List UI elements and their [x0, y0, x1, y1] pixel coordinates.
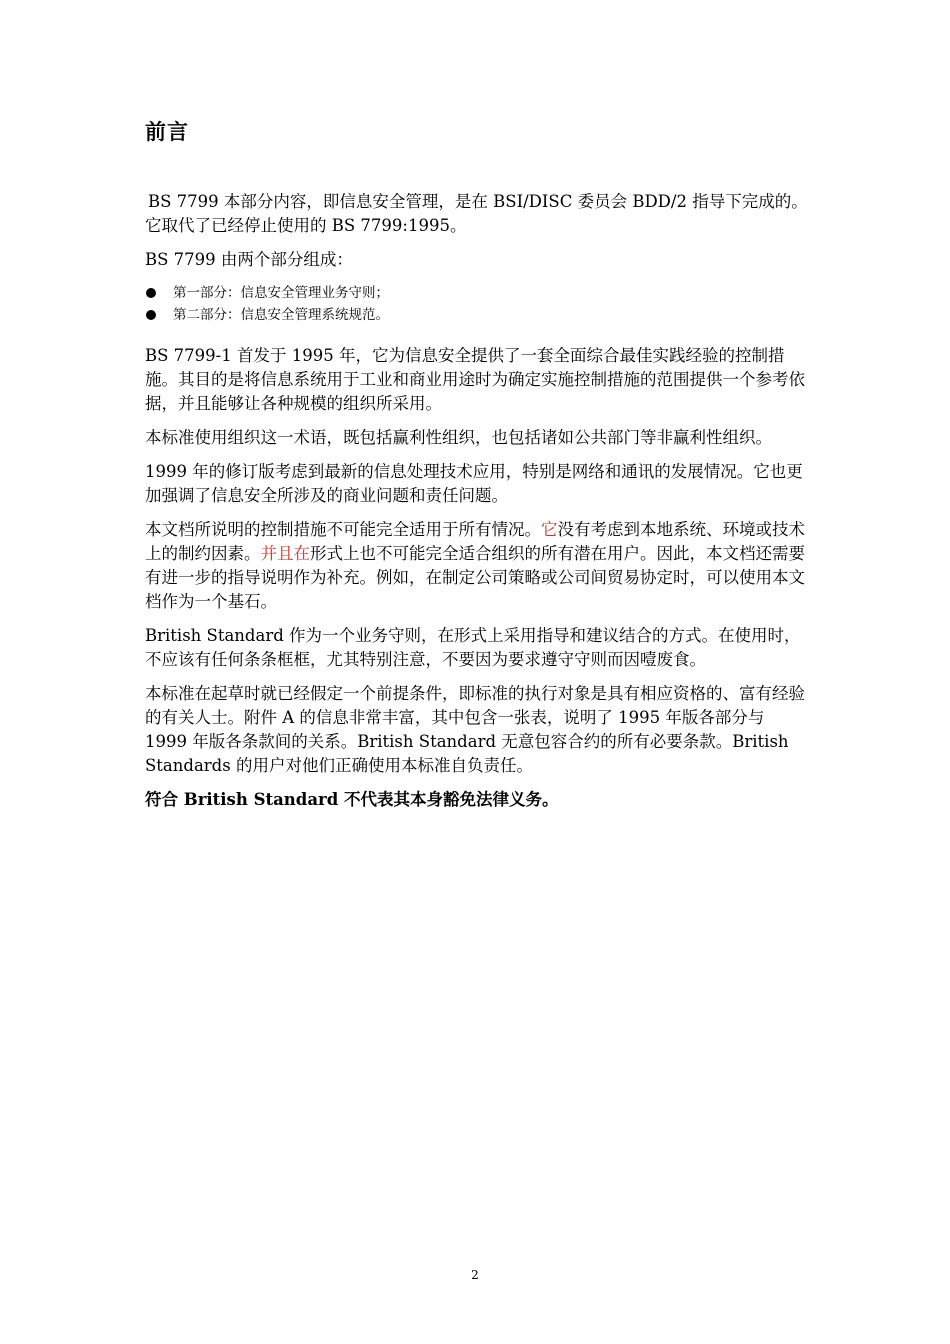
- bullet-icon: [146, 310, 156, 320]
- paragraph-code-of-practice: British Standard 作为一个业务守则，在形式上采用指导和建议结合的方式。在使用时，不应该有任何条条框框，尤其特别注意，不要因为要求遵守守则而因噎废食。: [145, 626, 801, 669]
- paragraph-assumptions: 本标准在起草时就已经假定一个前提条件，即标准的执行对象是具有相应资格的、富有经验的有关人士。附件 A 的信息非常丰富，其中包含一张表，说明了 1995 年版各部分与 1999 年版各条款间的关系。British Standard 无意包容合约的所有必要条款。British Standards 的用户对他们正确使用本标准自负责任。: [145, 684, 805, 775]
- highlighted-text: 并且在: [260, 544, 310, 563]
- paragraph-text: 没有考虑到本地系统、环境或技术上的制约因素。: [145, 520, 805, 563]
- legal-disclaimer: 符合 British Standard 不代表其本身豁免法律义务。: [145, 790, 559, 809]
- paragraph-text: 本文档所说明的控制措施不可能完全适用于所有情况。: [145, 520, 541, 539]
- paragraph-1999-revision: 1999 年的修订版考虑到最新的信息处理技术应用，特别是网络和通讯的发展情况。它也更加强调了信息安全所涉及的商业问题和责任问题。: [145, 462, 803, 505]
- highlighted-text: 它: [541, 520, 558, 539]
- list-item-text: 第二部分：信息安全管理系统规范。: [173, 307, 389, 323]
- list-item-text: 第一部分：信息安全管理业务守则；: [173, 285, 389, 301]
- paragraph-scope: BS 7799 本部分内容，即信息安全管理，是在 BSI/DISC 委员会 BDD/2 指导下完成的。它取代了已经停止使用的 BS 7799:1995。: [145, 192, 808, 235]
- document-body: [145, 190, 810, 822]
- list-item: [145, 304, 810, 326]
- parts-list: [145, 282, 810, 326]
- list-item: [145, 282, 810, 304]
- paragraph-parts-intro: BS 7799 由两个部分组成：: [145, 250, 353, 269]
- paragraph-applicability: [145, 518, 810, 614]
- paragraph-text: 形式上也不可能完全适合组织的所有潜在用户。因此，本文档还需要有进一步的指导说明作为补充。例如，在制定公司策略或公司间贸易协定时，可以使用本文档作为一个基石。: [145, 544, 805, 611]
- page-number: 2: [471, 1268, 479, 1282]
- paragraph-organization-term: 本标准使用组织这一术语，既包括赢利性组织，也包括诸如公共部门等非赢利性组织。: [145, 428, 772, 447]
- page-title: 前言: [145, 119, 189, 144]
- paragraph-history: BS 7799-1 首发于 1995 年，它为信息安全提供了一套全面综合最佳实践经验的控制措施。其目的是将信息系统用于工业和商业用途时为确定实施控制措施的范围提供一个参考依据，并且能够让各种规模的组织所采用。: [145, 346, 805, 413]
- bullet-icon: [146, 288, 156, 298]
